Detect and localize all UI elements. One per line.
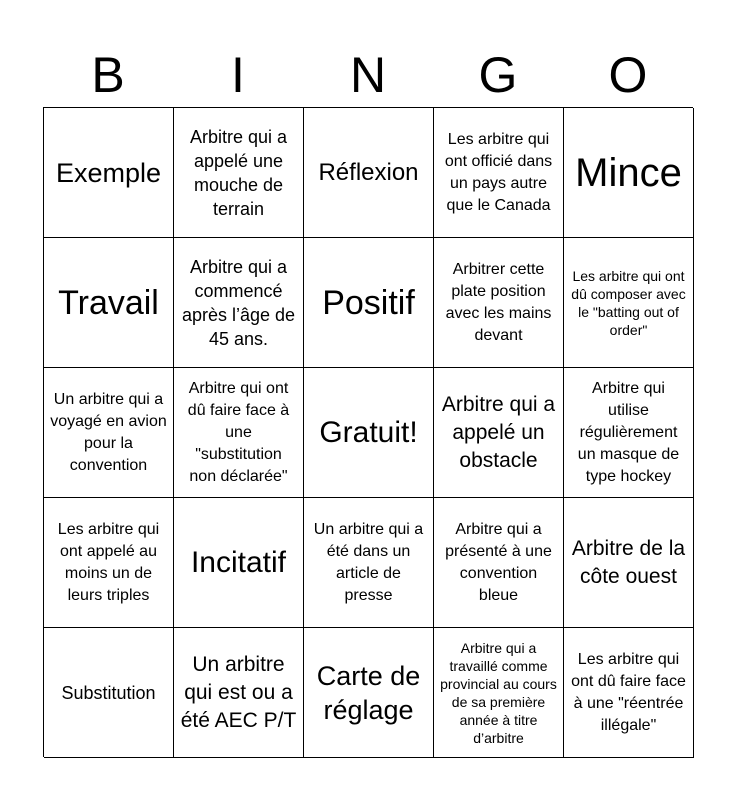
bingo-cell[interactable] — [564, 498, 694, 628]
cell-text: Arbitrer cette plate position avec les mains devant — [445, 260, 552, 344]
cell-text: Incitatif — [190, 545, 287, 579]
cell-text: Arbitre qui a commencé après l’âge de 45 ans. — [181, 256, 296, 349]
bingo-grid — [43, 107, 693, 757]
bingo-cell[interactable] — [44, 628, 174, 758]
bingo-cell[interactable] — [434, 108, 564, 238]
cell-text: Arbitre qui a travaillé comme provincial au cours de sa première année à titre d’arbitre — [440, 639, 557, 746]
bingo-cell[interactable] — [564, 238, 694, 368]
header-letter-i: I — [231, 47, 245, 103]
bingo-cell[interactable] — [304, 498, 434, 628]
cell-text: Positif — [322, 283, 415, 322]
cell-text: Arbitre qui ont dû faire face à une "substitution non déclarée" — [187, 379, 290, 485]
header-letter-o: O — [608, 47, 648, 103]
bingo-cell[interactable] — [174, 498, 304, 628]
bingo-header — [43, 44, 693, 106]
cell-text: Mince — [575, 150, 682, 195]
cell-text: Carte de réglage — [316, 660, 421, 725]
bingo-cell[interactable] — [44, 368, 174, 498]
cell-text: Gratuit! — [319, 415, 418, 449]
cell-text: Un arbitre qui est ou a été AEC P/T — [180, 652, 297, 732]
bingo-cell[interactable] — [174, 238, 304, 368]
bingo-cell[interactable] — [304, 628, 434, 758]
bingo-cell[interactable] — [174, 628, 304, 758]
bingo-cell[interactable] — [174, 368, 304, 498]
bingo-cell[interactable] — [44, 108, 174, 238]
cell-text: Les arbitre qui ont dû composer avec le "batting out of order" — [571, 267, 686, 338]
bingo-cell[interactable] — [434, 238, 564, 368]
cell-text: Arbitre qui a présenté à une convention bleue — [445, 520, 552, 604]
cell-text: Arbitre de la côte ouest — [571, 536, 686, 588]
cell-text: Arbitre qui a appelé un obstacle — [441, 392, 556, 472]
bingo-cell[interactable] — [434, 628, 564, 758]
cell-text: Un arbitre qui a voyagé en avion pour la convention — [50, 390, 167, 474]
bingo-cell[interactable] — [564, 628, 694, 758]
cell-text: Réflexion — [318, 158, 419, 186]
bingo-cell[interactable] — [44, 238, 174, 368]
cell-text: Arbitre qui a appelé une mouche de terrain — [189, 126, 288, 219]
cell-text: Un arbitre qui a été dans un article de presse — [313, 520, 424, 604]
cell-text: Exemple — [55, 157, 162, 188]
cell-text: Les arbitre qui ont appelé au moins un de leurs triples — [57, 520, 160, 604]
bingo-cell[interactable] — [304, 238, 434, 368]
bingo-cell[interactable] — [304, 368, 434, 498]
header-letter-g: G — [478, 47, 518, 103]
bingo-cell[interactable] — [44, 498, 174, 628]
cell-text: Les arbitre qui ont officié dans un pays autre que le Canada — [444, 130, 553, 214]
cell-text: Arbitre qui utilise régulièrement un masque de type hockey — [577, 379, 680, 485]
bingo-cell[interactable] — [434, 498, 564, 628]
header-letter-b: B — [91, 47, 125, 103]
cell-text: Substitution — [61, 682, 156, 703]
bingo-cell[interactable] — [174, 108, 304, 238]
bingo-cell[interactable] — [564, 368, 694, 498]
cell-text: Travail — [58, 283, 159, 322]
bingo-cell[interactable] — [434, 368, 564, 498]
cell-text: Les arbitre qui ont dû faire face à une "réentrée illégale" — [571, 650, 686, 734]
bingo-cell[interactable] — [564, 108, 694, 238]
bingo-cell[interactable] — [304, 108, 434, 238]
header-letter-n: N — [349, 47, 387, 103]
